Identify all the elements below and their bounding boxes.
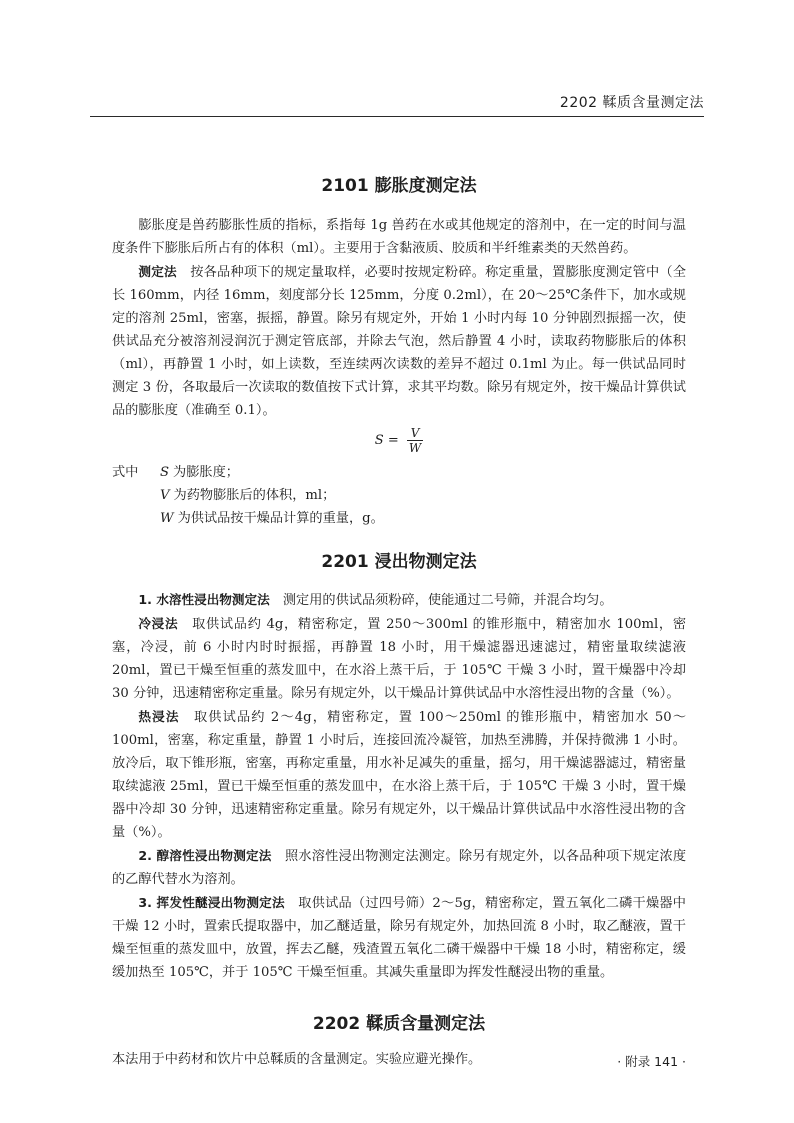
water-soluble-label: 1. 水溶性浸出物测定法 (138, 592, 270, 607)
page-number: · 附录 141 · (617, 1054, 686, 1069)
definition-var: W (160, 511, 174, 526)
header-rule (90, 116, 704, 117)
water-soluble-text: 测定用的供试品须粉碎，使能通过二号筛，并混合均匀。 (282, 593, 613, 608)
section-heading-2201: 2201 浸出物测定法 (321, 552, 477, 572)
swelling-formula (112, 426, 686, 455)
definition-s (112, 461, 686, 484)
paragraph-2202-intro: 本法用于中药材和饮片中总鞣质的含量测定。实验应避光操作。 (112, 1052, 482, 1067)
cold-method-text: 取供试品约 4g，精密称定，置 250～300ml 的锥形瓶中，精密加水 100ml，密塞，冷浸，前 6 小时内时时振摇，再静置 18 小时，用干燥滤器迅速滤过，精密量取续滤液 20ml，置已干燥至恒重的蒸发皿中，在水浴上蒸干后，于 105℃ 干燥 3 小时，置干燥器中冷却 30 分钟，迅速精密称定重量。除另有规定外，以干燥品计算供试品中水溶性浸出物的含量（%）。 (112, 617, 687, 701)
definition-w (112, 507, 686, 530)
formula-numerator: V (407, 426, 423, 441)
paragraph-2201-cold (112, 612, 686, 705)
section-heading-2202: 2202 鞣质含量测定法 (312, 1014, 486, 1034)
formula-lhs: S = (374, 433, 399, 448)
definition-var: S (160, 465, 170, 480)
method-text: 按各品种项下的规定量取样，必要时按规定粉碎。称定重量，置膨胀度测定管中（全长 160mm，内径 16mm，刻度部分长 125mm，分度 0.2ml），在 20～25℃条件下，加水或规定的溶剂 25ml，密塞，振摇，静置。除另有规定外，开始 1 小时内每 10 分钟剧烈振摇一次，使供试品充分被溶剂浸润沉于测定管底部，并除去气泡，然后静置 4 小时，读取药物膨胀后的体积（ml），再静置 1 小时，如上读数，至连续两次读数的差异不超过 0.1ml 为止。每一供试品同时测定 3 份，各取最后一次读取的数值按下式计算，求其平均数。除另有规定外，按干燥品计算供试品的膨胀度（准确至 0.1）。 (112, 265, 687, 418)
running-header: 2202 鞣质含量测定法 (559, 95, 704, 111)
ether-extract-label: 3. 挥发性醚浸出物测定法 (138, 895, 285, 910)
definition-text: 为供试品按干燥品计算的重量，g。 (177, 511, 384, 526)
method-label: 测定法 (138, 264, 177, 279)
definition-v (112, 484, 686, 507)
paragraph-2201-ether (112, 891, 686, 984)
alcohol-soluble-text: 照水溶性浸出物测定法测定。除另有规定外，以各品种项下规定浓度的乙醇代替水为溶剂。 (112, 849, 687, 887)
page-content (112, 172, 686, 1071)
variable-definitions (112, 461, 686, 530)
definition-var: V (160, 488, 170, 503)
paragraph-2201-hot (112, 705, 686, 844)
formula-denominator: W (408, 441, 422, 455)
alcohol-soluble-label: 2. 醇溶性浸出物测定法 (138, 848, 272, 863)
where-label: 式中 (112, 465, 139, 480)
paragraph-2201-water (112, 588, 686, 612)
definition-text: 为膨胀度； (173, 465, 239, 480)
formula-fraction (407, 426, 423, 455)
paragraph-2101-intro: 膨胀度是兽药膨胀性质的指标，系指每 1g 兽药在水或其他规定的溶剂中，在一定的时间与温度条件下膨胀后所占有的体积（ml）。主要用于含黏液质、胶质和半纤维素类的天然兽药。 (112, 218, 686, 256)
cold-method-label: 冷浸法 (138, 616, 179, 631)
paragraph-2101-method (112, 260, 686, 422)
section-heading-2101: 2101 膨胀度测定法 (321, 176, 477, 196)
paragraph-2201-alcohol (112, 844, 686, 891)
hot-method-label: 热浸法 (138, 709, 180, 724)
hot-method-text: 取供试品约 2～4g，精密称定，置 100～250ml 的锥形瓶中，精密加水 50～100ml，密塞，称定重量，静置 1 小时后，连接回流冷凝管，加热至沸腾，并保持微沸 1 小时。放冷后，取下锥形瓶，密塞，再称定重量，用水补足减失的重量，摇匀，用干燥滤器滤过，精密量取续滤液 25ml，置已干燥至恒重的蒸发皿中，在水浴上蒸干后，于 105℃ 干燥 3 小时，置干燥器中冷却 30 分钟，迅速精密称定重量。除另有规定外，以干燥品计算供试品中水溶性浸出物的含量（%）。 (112, 710, 687, 840)
definition-text: 为药物膨胀后的体积，ml； (173, 488, 336, 503)
ether-extract-text: 取供试品（过四号筛）2～5g，精密称定，置五氧化二磷干燥器中干燥 12 小时，置索氏提取器中，加乙醚适量，除另有规定外，加热回流 8 小时，取乙醚液，置干燥至恒重的蒸发皿中，放置，挥去乙醚，残渣置五氧化二磷干燥器中干燥 18 小时，精密称定，缓缓加热至 105℃，并于 105℃ 干燥至恒重。其减失重量即为挥发性醚浸出物的重量。 (112, 896, 686, 980)
